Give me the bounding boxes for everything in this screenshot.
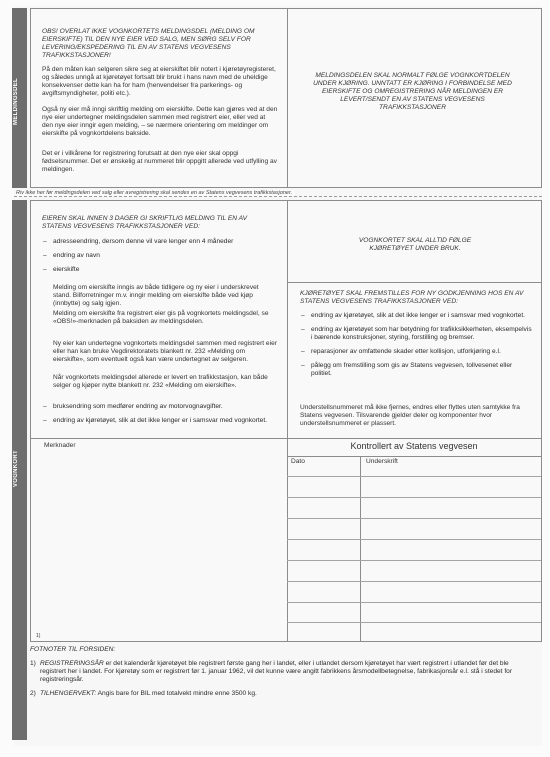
list-item: – bruksendring som medfører endring av motorvognavgifter. xyxy=(42,403,278,411)
meldingsdel-paragraph-1: På den måten kan selgeren sikre seg at eierskiftet blir notert i kjøretøyregisteret, og således unngå at kjøretøyet fortsatt blir brukt i hans navn med de uheldige konsekvenser dette kan ha for ham (henvendelser fra parkerings- og avgiftsmyndigheter, politi etc.). xyxy=(42,66,276,97)
list-item: – endring av kjøretøyet, slik at det ikke lenger er i samsvar med vognkortet. xyxy=(42,417,278,425)
underskrift-label: Underskrift xyxy=(366,458,398,465)
list-item: – endring av kjøretøyet, slik at det ikke lenger er i samsvar med vognkortet. xyxy=(300,312,532,320)
eierskifte-sub-3: Ny eier kan undertegne vognkortets meldingsdel sammen med registrert eier eller han kan bruke Vegdirektoratets blankett nr. 232 «Melding om eierskifte», som eventuelt også kan være undertegnet av selgeren. xyxy=(53,340,277,363)
godkjenning-list xyxy=(300,312,532,384)
list-item: – eierskifte xyxy=(42,266,278,274)
meldingsdel-side-bar xyxy=(12,8,27,188)
obs-heading: OBS! OVERLAT IKKE VOGNKORTETS MELDINGSDEL (MELDING OM EIERSKIFTE) TIL DEN NYE EIER VED SALG, MEN SØRG SELV FOR LEVERING/EKSPEDERING TIL EN AV STATENS VEGVESENS TRAFIKKSTASJONER! xyxy=(42,28,255,59)
footnote-1-text: er det kalenderår kjøretøyet ble registrert første gang her i landet, eller i utlandet dersom kjøretøyet har vært registrert i utlandet før det ble registrert her i landet. For kjøretøy som er registrert før 1. januar 1962, vil det kunne være angitt fabrikkens årsmodellbetegnelse, fabrikasjonsår e.l. stå i stedet for registreringsår. xyxy=(40,660,513,683)
vognkort-right-split xyxy=(287,282,541,283)
table-row-line xyxy=(287,622,541,623)
table-row-line xyxy=(287,560,541,561)
godkjenning-heading: KJØRETØYET SKAL FREMSTILLES FOR NY GODKJENNING HOS EN AV STATENS VEGVESENS TRAFIKKSTASJONER VED: xyxy=(300,290,524,305)
eierskifte-sub-4: Når vognkortets meldingsdel allerede er levert en trafikkstasjon, kan både selger og kjøper nytte blankett nr. 232 «Melding om eierskifte». xyxy=(53,374,268,389)
table-row-line xyxy=(287,518,541,519)
table-row-line xyxy=(287,581,541,582)
meldingsdel-side-label: MELDINGSDEL xyxy=(13,78,19,125)
eier-heading: EIEREN SKAL INNEN 3 DAGER GI SKRIFTLIG MELDING TIL EN AV STATENS VEGVESENS TRAFIKKSTASJONER VED: xyxy=(42,215,248,230)
footnote-2 xyxy=(30,690,536,698)
meldingsdel-paragraph-2: Også ny eier må inngi skriftlig melding om eierskifte. Dette kan gjøres ved at den nye eier undertegner meldingsdelen sammen med registrert eier, eller ved at den nye eier inngir egen melding, – se nærmere orientering om meldinger om eierskifte på vognkortdelens bakside. xyxy=(42,106,278,137)
remarks-top-line xyxy=(30,438,541,439)
table-row-line xyxy=(287,602,541,603)
meldingsdel-follow-note: MELDINGSDELEN SKAL NORMALT FØLGE VOGNKORTDELEN UNDER KJØRING. UNNTATT ER KJØRING I FORBINDELSE MED EIERSKIFTE OG OMREGISTRERING NÅR MELDINGEN ER LEVERT/SENDT EN AV STATENS VEGVESENS TRAFIKKSTASJONER xyxy=(313,72,512,111)
eier-melding-list xyxy=(42,238,278,280)
eierskifte-sub-2: Melding om eierskifte fra registrert eier gis på vognkortets meldingsdel, se «OBS!»-merknaden på baksiden av meldingsdelen. xyxy=(53,310,269,325)
footnote-1-number: 1) xyxy=(30,660,36,667)
table-row-line xyxy=(287,476,541,477)
merknader-label: Merknader xyxy=(44,442,76,449)
vognkort-divider xyxy=(287,200,288,641)
vognkort-side-label: VOGNKORT xyxy=(13,450,19,488)
eierskifte-sub-1: Melding om eierskifte inngis av både tidligere og ny eier i underskrevet stand. Bilforretninger m.v. inngir melding om eierskifte både ved kjøp (innbytte) og salg igjen. xyxy=(53,284,259,307)
footnote-2-number: 2) xyxy=(30,690,36,697)
row-marker: 1) xyxy=(36,633,41,639)
kontroll-title-line xyxy=(287,456,541,457)
vognkort-follow-note: VOGNKORTET SKAL ALLTID FØLGE KJØRETØYET UNDER BRUK. xyxy=(358,237,472,252)
footnote-2-text: Angis bare for BIL med totalvekt mindre enne 3500 kg. xyxy=(96,690,257,697)
list-item: – endring av navn xyxy=(42,252,278,260)
list-item: – pålegg om fremstilling som gis av Statens vegvesen, tollvesenet eller politiet. xyxy=(300,362,532,378)
list-item: – reparasjoner av omfattende skader etter kollisjon, utforkjøring e.l. xyxy=(300,348,532,356)
meldingsdel-paragraph-3: Det er i vilkårene for registrering forutsatt at den nye eier skal oppgi fødselsnummer. Det er ønskelig at nummeret blir oppgitt allerede ved utfylling av meldingen. xyxy=(42,150,277,173)
footnotes xyxy=(30,646,536,698)
kontroll-title: Kontrollert av Statens vegvesen xyxy=(350,441,478,451)
list-item: – adresseendring, dersom denne vil vare lenger enn 4 måneder xyxy=(42,238,278,246)
tear-line xyxy=(14,196,542,197)
table-row-line xyxy=(287,539,541,540)
dato-label: Dato xyxy=(291,458,305,465)
dato-column-line xyxy=(360,456,361,641)
footnote-1-lead: REGISTRERINGSÅR xyxy=(40,660,104,667)
table-row-line xyxy=(287,497,541,498)
eier-melding-list-2 xyxy=(42,403,278,431)
vognkort-side-bar xyxy=(12,200,27,740)
meldingsdel-divider xyxy=(287,8,288,187)
list-item: – endring av kjøretøyet som har betydning for trafikksikkerheten, eksempelvis i bærende konstruksjoner, styring, forstilling og bremser. xyxy=(300,326,532,342)
footnote-1 xyxy=(30,660,536,684)
understell-note: Understellsnummeret må ikke fjernes, endres eller flyttes uten samtykke fra Statens vegvesen. Tilsvarende gjelder deler og komponenter hvor understellsnummeret er plassert. xyxy=(300,404,520,427)
footnote-2-lead: TILHENGERVEKT: xyxy=(40,690,97,697)
tear-line-label: Riv ikke her før meldingsdelen ved salg eller avregistrering skal sendes en av Statens vegvesens trafikkstasjoner. xyxy=(16,190,295,196)
footnotes-title: FOTNOTER TIL FORSIDEN: xyxy=(30,646,116,653)
